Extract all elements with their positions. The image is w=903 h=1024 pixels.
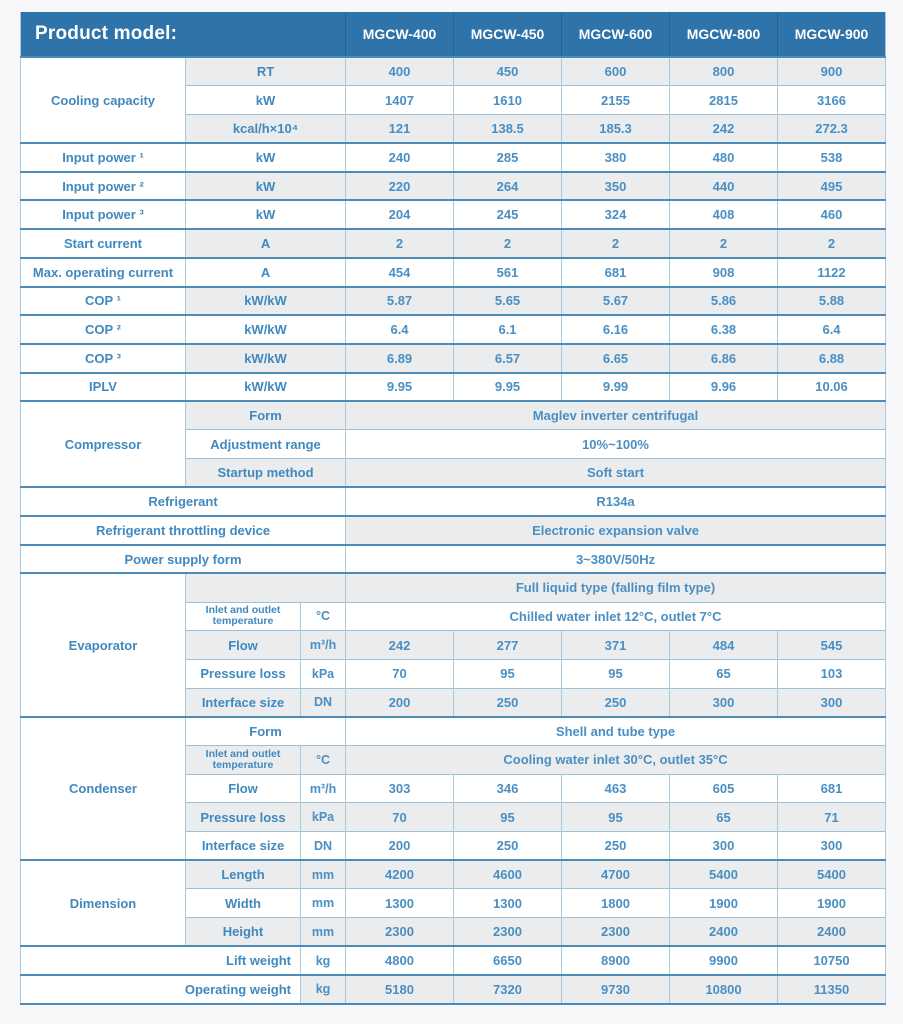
value-cell: 9900 — [670, 946, 778, 975]
unit-cell: DN — [301, 688, 346, 717]
value-cell: 9.99 — [562, 373, 670, 402]
value-cell: 3166 — [778, 86, 886, 115]
value-cell: 4600 — [454, 860, 562, 889]
value-cell: 8900 — [562, 946, 670, 975]
category-cell: Evaporator — [21, 573, 186, 716]
value-cell: 480 — [670, 143, 778, 172]
unit-cell: kPa — [301, 803, 346, 832]
value-cell: 1300 — [454, 889, 562, 918]
row-label-cell: Operating weight — [21, 975, 301, 1004]
table-row — [21, 487, 886, 516]
value-cell: 200 — [346, 832, 454, 861]
value-cell: 1900 — [670, 889, 778, 918]
header-row — [21, 12, 886, 57]
row-label-cell: Refrigerant — [21, 487, 346, 516]
row-label-cell: Width — [186, 889, 301, 918]
value-cell: 9730 — [562, 975, 670, 1004]
value-cell: 285 — [454, 143, 562, 172]
value-cell: 6.89 — [346, 344, 454, 373]
table-row — [21, 172, 886, 201]
value-cell: 460 — [778, 200, 886, 229]
value-cell: 440 — [670, 172, 778, 201]
value-cell: 300 — [670, 688, 778, 717]
value-cell: 272.3 — [778, 114, 886, 143]
value-cell: 7320 — [454, 975, 562, 1004]
value-cell: 538 — [778, 143, 886, 172]
value-cell: 450 — [454, 57, 562, 86]
row-label-cell: Height — [186, 918, 301, 947]
value-cell: 1610 — [454, 86, 562, 115]
value-cell: 9.96 — [670, 373, 778, 402]
table-header — [21, 12, 886, 57]
value-cell: 303 — [346, 774, 454, 803]
unit-cell: kg — [301, 946, 346, 975]
row-label-cell: kW — [186, 143, 346, 172]
value-cell: 264 — [454, 172, 562, 201]
table-row — [21, 200, 886, 229]
unit-cell: °C — [301, 746, 346, 775]
value-cell: 2 — [562, 229, 670, 258]
value-cell: 5.86 — [670, 287, 778, 316]
model-column-mgcw-800: MGCW-800 — [670, 12, 778, 57]
value-cell: 220 — [346, 172, 454, 201]
row-label-cell: Pressure loss — [186, 659, 301, 688]
value-cell: 4200 — [346, 860, 454, 889]
value-cell: 9.95 — [454, 373, 562, 402]
model-column-mgcw-600: MGCW-600 — [562, 12, 670, 57]
value-cell: 5.87 — [346, 287, 454, 316]
table-row — [21, 717, 886, 746]
value-cell: 6.4 — [778, 315, 886, 344]
value-cell: 2300 — [562, 918, 670, 947]
value-cell: 245 — [454, 200, 562, 229]
value-cell: 95 — [454, 659, 562, 688]
row-label-cell: kcal/h×10⁴ — [186, 114, 346, 143]
unit-cell: DN — [301, 832, 346, 861]
category-cell: COP ² — [21, 315, 186, 344]
value-span-cell: Cooling water inlet 30°C, outlet 35°C — [346, 746, 886, 775]
value-cell: 561 — [454, 258, 562, 287]
value-cell: 5400 — [778, 860, 886, 889]
value-span-cell: Electronic expansion valve — [346, 516, 886, 545]
value-cell: 2 — [346, 229, 454, 258]
value-cell: 250 — [562, 688, 670, 717]
value-cell: 200 — [346, 688, 454, 717]
category-cell: Input power ³ — [21, 200, 186, 229]
value-cell: 681 — [778, 774, 886, 803]
value-cell: 346 — [454, 774, 562, 803]
category-cell: COP ³ — [21, 344, 186, 373]
value-cell: 2300 — [454, 918, 562, 947]
table-row — [21, 975, 886, 1004]
value-cell: 70 — [346, 659, 454, 688]
value-cell: 95 — [562, 803, 670, 832]
value-cell: 371 — [562, 631, 670, 660]
value-cell: 2 — [454, 229, 562, 258]
category-cell: Input power ¹ — [21, 143, 186, 172]
value-cell: 1407 — [346, 86, 454, 115]
category-cell: Max. operating current — [21, 258, 186, 287]
value-cell: 2300 — [346, 918, 454, 947]
value-cell: 6.4 — [346, 315, 454, 344]
value-cell: 250 — [562, 832, 670, 861]
value-cell: 681 — [562, 258, 670, 287]
category-cell: COP ¹ — [21, 287, 186, 316]
table-row — [21, 287, 886, 316]
value-cell: 900 — [778, 57, 886, 86]
value-cell: 2400 — [778, 918, 886, 947]
category-cell: Condenser — [21, 717, 186, 860]
value-cell: 9.95 — [346, 373, 454, 402]
table-row — [21, 516, 886, 545]
value-cell: 242 — [670, 114, 778, 143]
value-cell: 800 — [670, 57, 778, 86]
category-cell: Start current — [21, 229, 186, 258]
value-cell: 300 — [670, 832, 778, 861]
row-label-cell: Inlet and outlet temperature — [186, 746, 301, 775]
table-row — [21, 946, 886, 975]
value-cell: 300 — [778, 832, 886, 861]
category-cell: IPLV — [21, 373, 186, 402]
row-label-cell: Refrigerant throttling device — [21, 516, 346, 545]
unit-cell: mm — [301, 860, 346, 889]
row-label-cell: kW/kW — [186, 315, 346, 344]
row-label-cell: Form — [186, 401, 346, 430]
row-label-cell: Startup method — [186, 459, 346, 488]
unit-cell: mm — [301, 918, 346, 947]
unit-cell: m³/h — [301, 774, 346, 803]
value-cell: 484 — [670, 631, 778, 660]
value-cell: 95 — [562, 659, 670, 688]
value-cell: 1122 — [778, 258, 886, 287]
category-cell: Compressor — [21, 401, 186, 487]
table-row — [21, 344, 886, 373]
value-cell: 380 — [562, 143, 670, 172]
table-row — [21, 860, 886, 889]
row-label-cell: kW/kW — [186, 344, 346, 373]
row-label-cell: kW — [186, 172, 346, 201]
row-label-cell: Form — [186, 717, 346, 746]
value-cell: 1900 — [778, 889, 886, 918]
value-cell: 6.1 — [454, 315, 562, 344]
row-label-cell: Flow — [186, 631, 301, 660]
value-cell: 242 — [346, 631, 454, 660]
value-cell: 600 — [562, 57, 670, 86]
value-span-cell: 10%~100% — [346, 430, 886, 459]
value-cell: 2815 — [670, 86, 778, 115]
value-cell: 70 — [346, 803, 454, 832]
value-span-cell: Maglev inverter centrifugal — [346, 401, 886, 430]
row-label-cell: Lift weight — [21, 946, 301, 975]
product-model-label: Product model: — [21, 12, 346, 57]
value-cell: 10800 — [670, 975, 778, 1004]
row-label-cell: A — [186, 229, 346, 258]
model-column-mgcw-400: MGCW-400 — [346, 12, 454, 57]
row-label-cell: Flow — [186, 774, 301, 803]
value-cell: 138.5 — [454, 114, 562, 143]
value-cell: 350 — [562, 172, 670, 201]
table-row — [21, 573, 886, 602]
value-cell: 4800 — [346, 946, 454, 975]
value-cell: 495 — [778, 172, 886, 201]
model-column-mgcw-900: MGCW-900 — [778, 12, 886, 57]
value-cell: 204 — [346, 200, 454, 229]
table-row — [21, 258, 886, 287]
value-span-cell: R134a — [346, 487, 886, 516]
value-cell: 240 — [346, 143, 454, 172]
unit-cell: kg — [301, 975, 346, 1004]
value-cell: 250 — [454, 688, 562, 717]
value-cell: 1300 — [346, 889, 454, 918]
row-label-cell: A — [186, 258, 346, 287]
value-span-cell: Chilled water inlet 12°C, outlet 7°C — [346, 602, 886, 631]
product-spec-table — [20, 12, 885, 1005]
value-cell: 908 — [670, 258, 778, 287]
value-cell: 6.86 — [670, 344, 778, 373]
table-row — [21, 229, 886, 258]
value-cell: 463 — [562, 774, 670, 803]
row-label-cell: Inlet and outlet temperature — [186, 602, 301, 631]
row-label-empty — [186, 573, 346, 602]
value-cell: 2155 — [562, 86, 670, 115]
value-cell: 95 — [454, 803, 562, 832]
value-cell: 121 — [346, 114, 454, 143]
value-cell: 65 — [670, 803, 778, 832]
spec-table-body — [21, 57, 886, 1004]
value-cell: 605 — [670, 774, 778, 803]
value-cell: 5.88 — [778, 287, 886, 316]
row-label-cell: Adjustment range — [186, 430, 346, 459]
value-cell: 1800 — [562, 889, 670, 918]
value-cell: 4700 — [562, 860, 670, 889]
row-label-cell: Length — [186, 860, 301, 889]
unit-cell: °C — [301, 602, 346, 631]
value-cell: 5180 — [346, 975, 454, 1004]
model-column-mgcw-450: MGCW-450 — [454, 12, 562, 57]
row-label-cell: Interface size — [186, 688, 301, 717]
value-cell: 5400 — [670, 860, 778, 889]
table-row — [21, 57, 886, 86]
value-span-cell: Soft start — [346, 459, 886, 488]
value-cell: 65 — [670, 659, 778, 688]
row-label-cell: kW/kW — [186, 287, 346, 316]
value-cell: 250 — [454, 832, 562, 861]
row-label-cell: kW — [186, 86, 346, 115]
value-cell: 71 — [778, 803, 886, 832]
value-span-cell: Shell and tube type — [346, 717, 886, 746]
table-row — [21, 143, 886, 172]
value-cell: 545 — [778, 631, 886, 660]
table-row — [21, 545, 886, 574]
value-cell: 2400 — [670, 918, 778, 947]
value-cell: 10750 — [778, 946, 886, 975]
row-label-cell: RT — [186, 57, 346, 86]
table-row — [21, 315, 886, 344]
value-cell: 103 — [778, 659, 886, 688]
value-cell: 454 — [346, 258, 454, 287]
value-cell: 11350 — [778, 975, 886, 1004]
row-label-cell: Pressure loss — [186, 803, 301, 832]
value-cell: 324 — [562, 200, 670, 229]
value-cell: 6.38 — [670, 315, 778, 344]
row-label-cell: kW/kW — [186, 373, 346, 402]
value-cell: 2 — [778, 229, 886, 258]
row-label-cell: kW — [186, 200, 346, 229]
value-span-cell: 3~380V/50Hz — [346, 545, 886, 574]
value-cell: 2 — [670, 229, 778, 258]
value-cell: 5.65 — [454, 287, 562, 316]
unit-cell: m³/h — [301, 631, 346, 660]
unit-cell: kPa — [301, 659, 346, 688]
value-cell: 408 — [670, 200, 778, 229]
value-cell: 5.67 — [562, 287, 670, 316]
value-cell: 400 — [346, 57, 454, 86]
value-cell: 185.3 — [562, 114, 670, 143]
value-cell: 300 — [778, 688, 886, 717]
category-cell: Cooling capacity — [21, 57, 186, 143]
value-span-cell: Full liquid type (falling film type) — [346, 573, 886, 602]
row-label-cell: Interface size — [186, 832, 301, 861]
value-cell: 6.88 — [778, 344, 886, 373]
category-cell: Input power ² — [21, 172, 186, 201]
table-row — [21, 401, 886, 430]
table-row — [21, 373, 886, 402]
value-cell: 6650 — [454, 946, 562, 975]
value-cell: 10.06 — [778, 373, 886, 402]
spec-table — [20, 12, 886, 1005]
row-label-cell: Power supply form — [21, 545, 346, 574]
value-cell: 6.65 — [562, 344, 670, 373]
value-cell: 277 — [454, 631, 562, 660]
category-cell: Dimension — [21, 860, 186, 946]
value-cell: 6.57 — [454, 344, 562, 373]
unit-cell: mm — [301, 889, 346, 918]
value-cell: 6.16 — [562, 315, 670, 344]
